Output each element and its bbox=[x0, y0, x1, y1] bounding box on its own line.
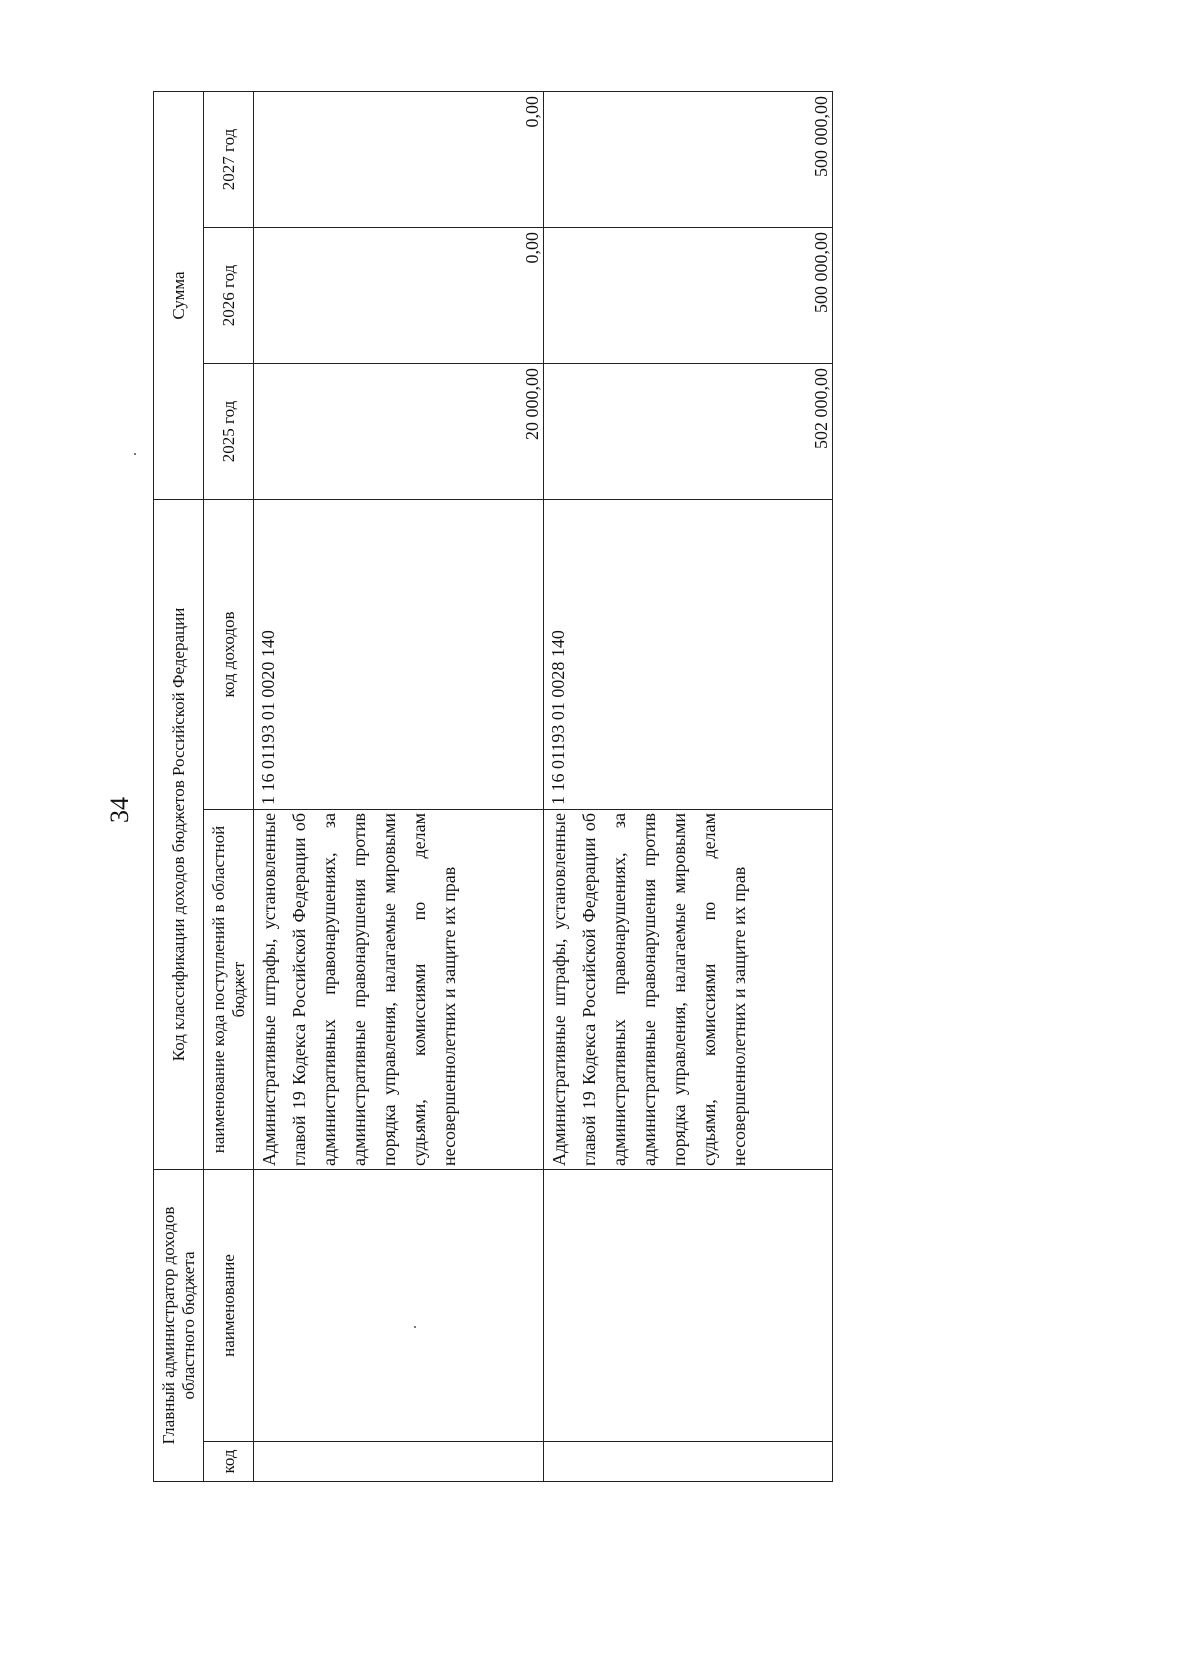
header-row-groups bbox=[154, 91, 204, 1481]
income-code-cell: 1 16 01193 01 0020 140 bbox=[254, 499, 544, 809]
admin-name-cell bbox=[254, 1170, 544, 1442]
income-name-cell: Административные штрафы, установленные главой 19 Кодекса Российской Федерации об административных правонарушениях, за административные правонарушения против порядка управления, налагаемые мировыми судьями, комиссиями по делам несовершеннолетних и защите их прав bbox=[543, 810, 833, 1170]
sum-2027-cell: 0,00 bbox=[254, 91, 544, 227]
year-2025-header: 2025 год bbox=[204, 363, 254, 499]
admin-name-cell bbox=[543, 1170, 833, 1442]
header-row-columns bbox=[204, 91, 254, 1481]
scan-speck bbox=[134, 453, 136, 455]
admin-code-cell bbox=[254, 1442, 544, 1482]
admin-group-header: Главный администратор доходов областного бюджета bbox=[154, 1170, 204, 1482]
table-row bbox=[254, 91, 544, 1481]
sum-2025-cell: 20 000,00 bbox=[254, 363, 544, 499]
sum-2027-cell: 500 000,00 bbox=[543, 91, 833, 227]
table-rotator bbox=[153, 92, 833, 1482]
classification-group-header: Код классификации доходов бюджетов Российской Федерации bbox=[154, 499, 204, 1169]
year-2026-header: 2026 год bbox=[204, 227, 254, 363]
admin-code-cell bbox=[543, 1442, 833, 1482]
admin-name-header: наименование bbox=[204, 1170, 254, 1442]
income-name-cell: Административные штрафы, установленные главой 19 Кодекса Российской Федерации об административных правонарушениях, за административные правонарушения против порядка управления, налагаемые мировыми судьями, комиссиями по делам несовершеннолетних и защите их прав bbox=[254, 810, 544, 1170]
sum-2026-cell: 0,00 bbox=[254, 227, 544, 363]
table-row bbox=[543, 91, 833, 1481]
sum-2026-cell: 500 000,00 bbox=[543, 227, 833, 363]
year-2027-header: 2027 год bbox=[204, 91, 254, 227]
sum-group-header: Сумма bbox=[154, 91, 204, 499]
income-name-header: наименование кода поступлений в областной бюджет bbox=[204, 810, 254, 1170]
income-code-header: код доходов bbox=[204, 499, 254, 809]
revenue-table bbox=[153, 91, 833, 1482]
sum-2025-cell: 502 000,00 bbox=[543, 363, 833, 499]
rotated-table-area bbox=[153, 92, 833, 1482]
admin-code-header: код bbox=[204, 1442, 254, 1482]
page-number: 34 bbox=[105, 797, 134, 823]
income-code-cell: 1 16 01193 01 0028 140 bbox=[543, 499, 833, 809]
